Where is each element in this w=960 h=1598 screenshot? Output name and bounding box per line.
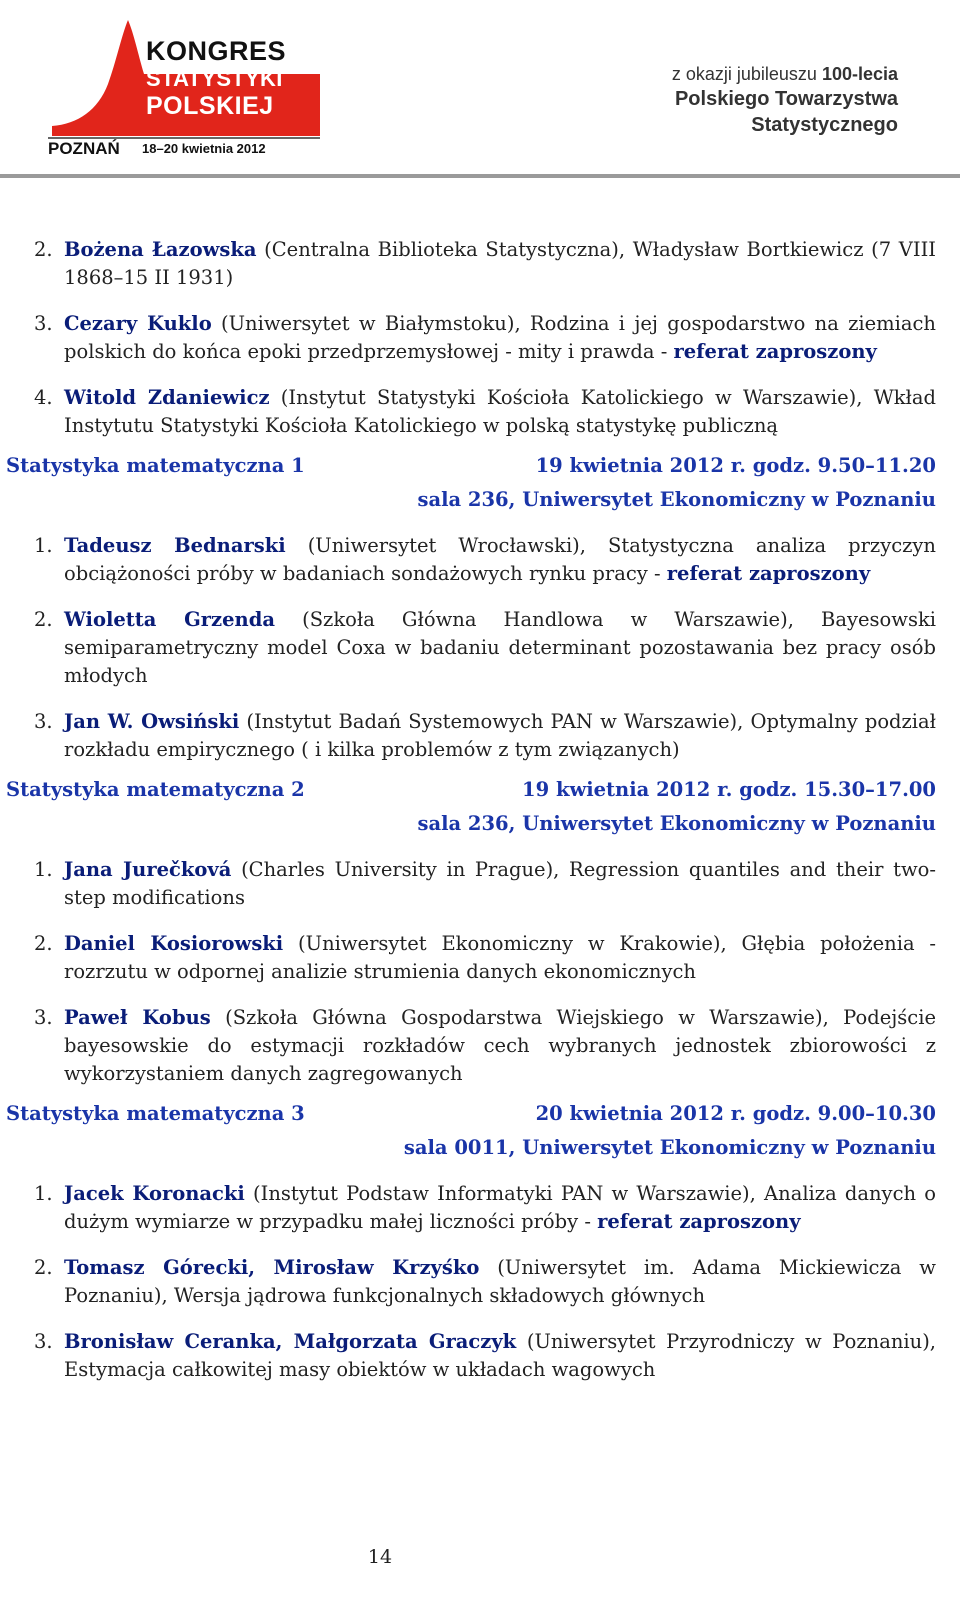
item-author: Witold Zdaniewicz — [64, 386, 270, 409]
item-text: (Centralna Biblioteka Statystyczna), Władysław Bortkiewicz (7 VIII 1868–15 II 1931) — [64, 238, 936, 289]
item-author: Bronisław Ceranka, Małgorzata Graczyk — [64, 1330, 517, 1353]
session-title: Statystyka matematyczna 2 — [6, 778, 305, 801]
item-author: Tadeusz Bednarski — [64, 534, 286, 557]
list-item — [34, 1180, 936, 1236]
item-number: 2. — [34, 1256, 53, 1279]
jubilee-line-1 — [672, 62, 898, 86]
session-title: Statystyka matematyczna 1 — [6, 454, 305, 477]
logo-text-city: POZNAŃ — [48, 139, 120, 158]
list-item — [34, 1004, 936, 1088]
header-divider — [0, 174, 960, 178]
session-header — [0, 454, 960, 522]
item-text: (Uniwersytet Ekonomiczny w Krakowie), Głębia położenia - rozrzutu w odpornej analizie strumienia danych ekonomicznych — [64, 932, 936, 983]
session-room: sala 0011, Uniwersytet Ekonomiczny w Poznaniu — [403, 1136, 936, 1159]
item-number: 1. — [34, 1182, 53, 1205]
item-author: Wioletta Grzenda — [64, 608, 275, 631]
item-note: referat zaproszony — [666, 562, 871, 585]
list-item — [34, 532, 936, 588]
item-text: (Uniwersytet im. Adama Mickiewicza w Poznaniu), Wersja jądrowa funkcjonalnych składowych głównych — [64, 1256, 936, 1307]
item-number: 2. — [34, 932, 53, 955]
list-item — [34, 384, 936, 440]
page-number: 14 — [367, 1546, 393, 1568]
item-text: (Uniwersytet Wrocławski), Statystyczna analiza przyczyn obciążoności próby w badaniach sondażowych rynku pracy - — [64, 534, 936, 585]
item-author: Daniel Kosiorowski — [64, 932, 284, 955]
item-text: (Uniwersytet Przyrodniczy w Poznaniu), Estymacja całkowitej masy obiektów w układach wagowych — [64, 1330, 937, 1381]
session-date: 19 kwietnia 2012 r. godz. 9.50–11.20 — [535, 454, 936, 477]
item-author: Cezary Kuklo — [64, 312, 212, 335]
item-text: (Charles University in Prague), Regression quantiles and their two-step modifications — [64, 858, 936, 909]
session-date: 20 kwietnia 2012 r. godz. 9.00–10.30 — [535, 1102, 936, 1125]
list-item — [34, 606, 937, 690]
item-author: Jacek Koronacki — [64, 1182, 245, 1205]
session-title: Statystyka matematyczna 3 — [6, 1102, 305, 1125]
session-date: 19 kwietnia 2012 r. godz. 15.30–17.00 — [522, 778, 936, 801]
item-number: 2. — [34, 238, 53, 261]
item-number: 4. — [34, 386, 53, 409]
list-item — [34, 1254, 936, 1310]
item-author: Jana Jurečková — [64, 858, 232, 881]
item-text: (Instytut Podstaw Informatyki PAN w Warszawie), Analiza danych o dużym wymiarze w przypadku małej liczności próby - — [64, 1182, 936, 1233]
logo-text-dates: 18–20 kwietnia 2012 — [142, 141, 266, 156]
item-number: 2. — [34, 608, 53, 631]
programme-content — [0, 236, 960, 1384]
item-text: (Uniwersytet w Białymstoku), Rodzina i jej gospodarstwo na ziemiach polskich do końca epoki przedprzemysłowej - mity i prawda - — [64, 312, 936, 363]
list-item — [34, 1328, 937, 1384]
item-text: (Szkoła Główna Handlowa w Warszawie), Bayesowski semiparametryczny model Coxa w badaniu determinant pozostawania bez pracy osób młodych — [64, 608, 937, 687]
item-author: Bożena Łazowska — [64, 238, 257, 261]
list-item — [34, 236, 936, 292]
jubilee-caption — [672, 62, 898, 138]
session-header — [0, 778, 960, 846]
item-number: 3. — [34, 312, 53, 335]
jubilee-centenary: 100-lecia — [821, 64, 898, 84]
item-number: 1. — [34, 534, 53, 557]
jubilee-prefix: z okazji jubileuszu — [671, 64, 817, 84]
list-item — [34, 930, 936, 986]
item-note: referat zaproszony — [673, 340, 877, 363]
logo-text-statystyki: STATYSTYKI — [146, 66, 283, 91]
item-text: (Szkoła Główna Gospodarstwa Wiejskiego w Warszawie), Podejście bayesowskie do estymacji rozkładów cech wybranych jednostek zbiorowości z wykorzystaniem danych zagregowanych — [64, 1006, 936, 1085]
session-room: sala 236, Uniwersytet Ekonomiczny w Poznaniu — [417, 488, 936, 511]
page-header — [0, 0, 960, 180]
logo-text-polskiej: POLSKIEJ — [146, 92, 274, 120]
jubilee-line-2: Polskiego Towarzystwa — [674, 88, 898, 110]
item-note: referat zaproszony — [597, 1210, 801, 1233]
item-text: (Instytut Statystyki Kościoła Katolickiego w Warszawie), Wkład Instytutu Statystyki Kościoła Katolickiego w polską statystykę publiczną — [64, 386, 936, 437]
list-item — [34, 856, 936, 912]
item-author: Paweł Kobus — [64, 1006, 211, 1029]
item-number: 3. — [34, 710, 53, 733]
congress-logo — [48, 14, 328, 164]
list-item — [34, 708, 936, 764]
item-number: 3. — [34, 1006, 53, 1029]
item-number: 1. — [34, 858, 53, 881]
logo-text-kongres: KONGRES — [146, 36, 287, 66]
session-room: sala 236, Uniwersytet Ekonomiczny w Poznaniu — [417, 812, 936, 835]
item-author: Tomasz Górecki, Mirosław Krzyśko — [64, 1256, 480, 1279]
jubilee-line-3: Statystycznego — [751, 114, 898, 136]
list-item — [34, 310, 936, 366]
item-author: Jan W. Owsiński — [64, 710, 240, 733]
session-header — [0, 1102, 960, 1170]
item-number: 3. — [34, 1330, 53, 1353]
item-text: (Instytut Badań Systemowych PAN w Warszawie), Optymalny podział rozkładu empirycznego ( i kilka problemów z tym związanych) — [64, 710, 936, 761]
